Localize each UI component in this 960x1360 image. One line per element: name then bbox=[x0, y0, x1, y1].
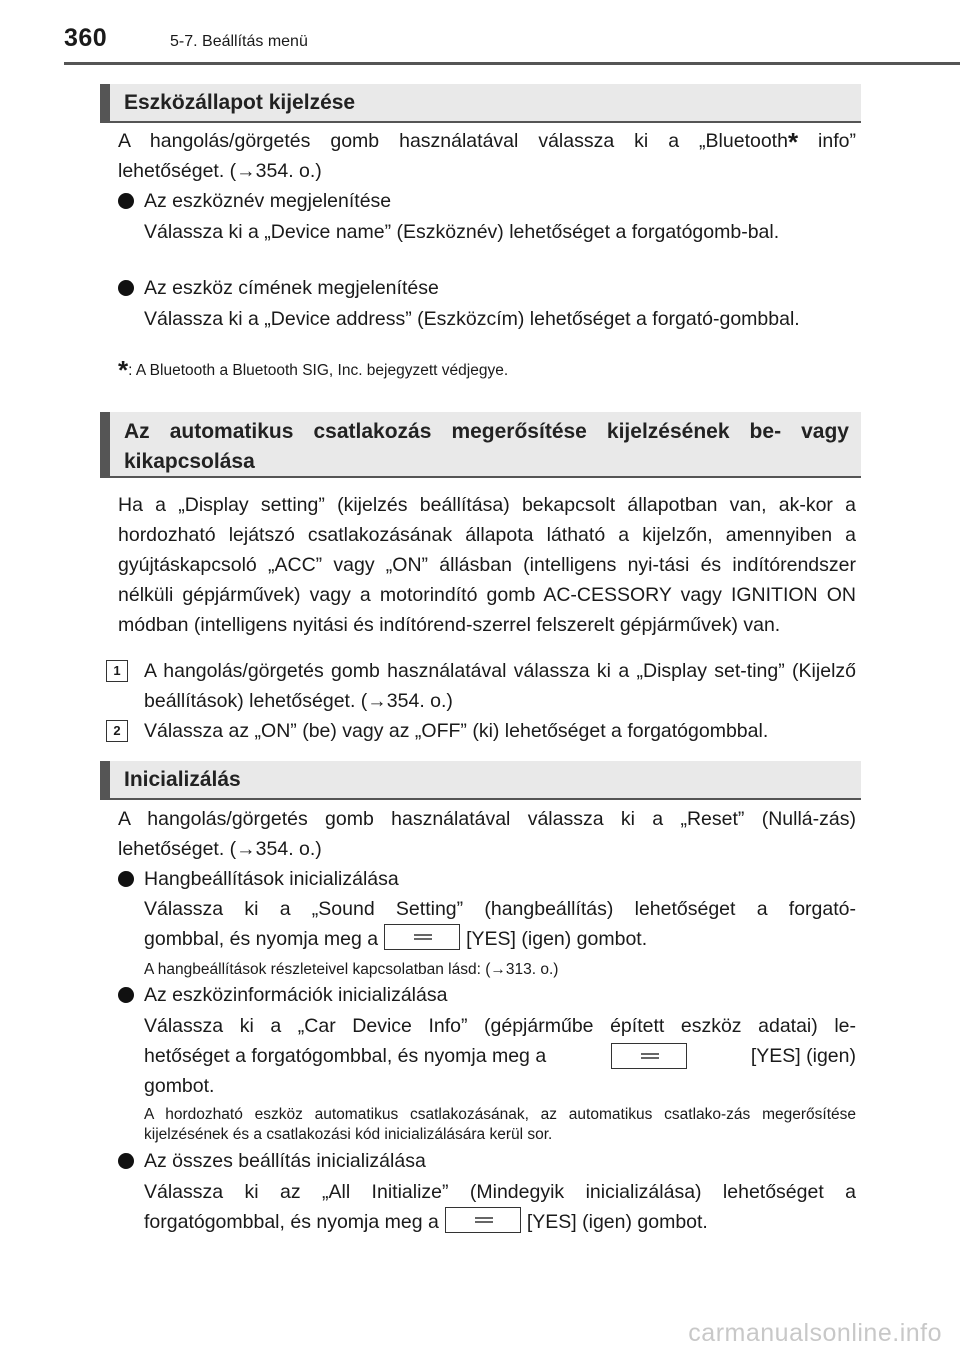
s3-b2-note: A hordozható eszköz automatikus csatlakozásának, az automatikus csatlako-zás megerősítése kijelzésének és a csatlakozási kód inicializálására kerül sor. bbox=[144, 1106, 856, 1143]
bullet-dot bbox=[118, 193, 134, 209]
s1-intro: A hangolás/görgetés gomb használatával válassza ki a „Bluetooth* info” lehetőséget. (→354. o.) bbox=[118, 127, 856, 182]
s3-b2-text: Válassza ki a „Car Device Info” (gépjárműbe épített eszköz adatai) le- hetőséget a forgatógombbal, és nyomja meg a [YES] (igen) gombot. bbox=[144, 1015, 856, 1097]
section-heading-auto-connect: Az automatikus csatlakozás megerősítése kijelzésének be- vagy kikapcsolása bbox=[100, 412, 861, 478]
enter-button-icon bbox=[445, 1207, 521, 1233]
page-header bbox=[64, 22, 960, 66]
section-heading-initialization: Inicializálás bbox=[100, 761, 861, 800]
s3-b3-text: Válassza ki az „All Initialize” (Mindegyik inicializálása) lehetőséget a forgatógombbal, és nyomja meg a [YES] (igen) gombot. bbox=[144, 1181, 856, 1233]
s1-b2-text: Válassza ki a „Device address” (Eszközcím) lehetőséget a forgató-gombbal. bbox=[144, 308, 800, 330]
s2-paragraph: Ha a „Display setting” (kijelzés beállítása) bekapcsolt állapotban van, ak-kor a hordozható lejátszó csatlakozásának állapota látható a kijelzőn, amennyiben a gyújtáskapcsoló „ACC” vagy „ON” állásban (intelligens nyi-tási és indítórendszer nélküli gépjárművek) vagy a motorindító gomb AC-CESSORY vagy IGNITION ON módban (intelligens nyitási és indítórend-szerrel felszerelt gépjárművek) van. bbox=[118, 494, 856, 636]
page-number: 360 bbox=[64, 24, 108, 52]
enter-button-icon bbox=[384, 924, 460, 950]
watermark: carmanualsonline.info bbox=[688, 1319, 942, 1347]
s3-b1-note: A hangbeállítások részleteivel kapcsolatban lásd: (→313. o.) bbox=[144, 961, 559, 978]
footnote: *: A Bluetooth a Bluetooth SIG, Inc. bejegyzett védjegye. bbox=[118, 355, 509, 385]
bullet-dot bbox=[118, 280, 134, 296]
bullet-dot bbox=[118, 871, 134, 887]
s3-intro: A hangolás/görgetés gomb használatával válassza ki a „Reset” (Nullá-zás) lehetőséget. (→354. o.) bbox=[118, 808, 856, 860]
chapter-title: 5-7. Beállítás menü bbox=[170, 33, 308, 50]
asterisk-mark: * bbox=[787, 127, 799, 157]
section-heading-device-status: Eszközállapot kijelzése bbox=[100, 84, 861, 123]
step-number-2: 2 bbox=[106, 720, 128, 742]
bullet-dot bbox=[118, 987, 134, 1003]
step-2-text: Válassza az „ON” (be) vagy az „OFF” (ki) lehetőséget a forgatógombbal. bbox=[144, 720, 769, 742]
s1-b1-text: Válassza ki a „Device name” (Eszköznév) lehetőséget a forgatógomb-bal. bbox=[144, 221, 780, 243]
bullet-dot bbox=[118, 1153, 134, 1169]
s3-b1-text: Válassza ki a „Sound Setting” (hangbeállítás) lehetőséget a forgató- gombbal, és nyomja meg a [YES] (igen) gombot. bbox=[144, 898, 856, 950]
asterisk-mark: * bbox=[118, 355, 129, 385]
enter-button-icon bbox=[611, 1043, 687, 1069]
step-1-text: A hangolás/görgetés gomb használatával válassza ki a „Display set-ting” (Kijelző beállítások) lehetőséget. (→354. o.) bbox=[144, 660, 856, 712]
header-rule bbox=[64, 62, 960, 65]
step-number-1: 1 bbox=[106, 660, 128, 682]
